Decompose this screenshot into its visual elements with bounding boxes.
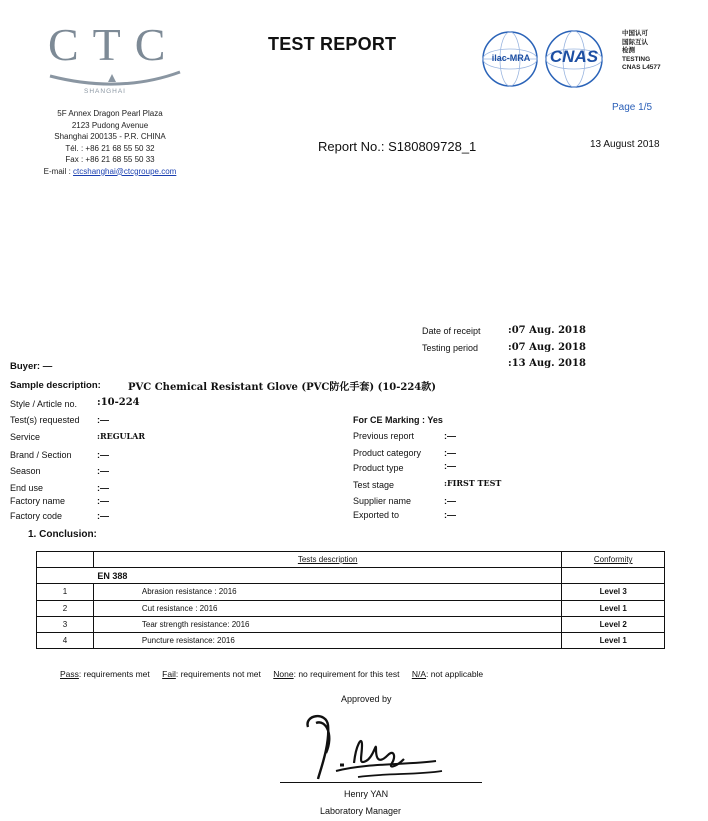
receipt-label: Date of receipt [422, 326, 481, 336]
header-cell-empty [37, 552, 94, 568]
field-label: Service [10, 432, 41, 442]
cnas-accreditation-text [622, 30, 661, 73]
legend-na-key: N/A [411, 669, 426, 679]
legend-none-key: None [273, 669, 294, 679]
address-line: Shanghai 200135 - P.R. CHINA [54, 132, 166, 141]
page-number: Page 1/5 [612, 102, 653, 113]
address-line: Fax : +86 21 68 55 50 33 [65, 155, 155, 164]
testing-label: Testing period [422, 343, 479, 353]
table-row [37, 632, 665, 648]
testing-from: :07 Aug. 2018 [508, 342, 586, 353]
table-row [37, 616, 665, 632]
conclusion-heading: 1. Conclusion: [28, 529, 97, 540]
logo-text: CTC [48, 19, 180, 70]
field-label: Supplier name [353, 496, 412, 506]
ce-marking: For CE Marking : Yes [353, 415, 443, 425]
field-label: Factory name [10, 496, 66, 506]
cnas-line: CNAS L4577 [622, 64, 661, 72]
field-value: :— [444, 461, 456, 471]
buyer-value: — [42, 361, 53, 372]
report-number: Report No.: S180809728_1 [318, 139, 477, 154]
group-label: EN 388 [93, 568, 562, 584]
field-label: Test(s) requested [10, 415, 80, 425]
field-label: Factory code [10, 511, 63, 521]
row-description: Cut resistance : 2016 [93, 600, 562, 616]
page-title: TEST REPORT [268, 34, 397, 54]
accreditation-marks [480, 28, 610, 90]
ctc-logo [40, 19, 190, 100]
field-value: :— [444, 496, 456, 506]
cnas-line: 中国认可 [622, 30, 648, 37]
field-value: :— [97, 415, 109, 425]
field-label: Exported to [353, 510, 400, 520]
row-number: 3 [37, 616, 94, 632]
field-value: :— [444, 448, 456, 458]
legend-pass-key: Pass [60, 669, 79, 679]
approver-role: Laboratory Manager [320, 806, 402, 816]
group-cell-empty [562, 568, 665, 584]
row-conformity: Level 2 [562, 616, 665, 632]
table-row [37, 600, 665, 616]
cnas-line: TESTING [622, 55, 651, 63]
field-value: :FIRST TEST [444, 478, 502, 488]
field-value: :— [97, 466, 109, 476]
legend-none-text: : no requirement for this test [293, 669, 400, 679]
group-cell-empty [37, 568, 94, 584]
address-line: Tél. : +86 21 68 55 50 32 [65, 143, 155, 153]
field-label: Brand / Section [10, 450, 72, 460]
field-value: :— [444, 510, 456, 520]
buyer-row [10, 361, 52, 372]
field-label: Season [10, 466, 41, 476]
field-value: :— [97, 496, 109, 506]
field-label: Product type [353, 463, 404, 473]
field-label: End use [10, 483, 44, 493]
row-conformity: Level 1 [562, 600, 665, 616]
signature-line [280, 782, 482, 783]
receipt-value: :07 Aug. 2018 [508, 325, 586, 336]
signature-icon [296, 705, 446, 785]
report-date: 13 August 2018 [590, 139, 660, 150]
table-row [37, 584, 665, 600]
conformity-header: Conformity [593, 555, 633, 565]
legend-fail-text: : requirements not met [175, 669, 261, 679]
buyer-label: Buyer: [10, 361, 41, 372]
field-value: :— [97, 450, 109, 460]
table-group-row [37, 568, 665, 584]
header-cell-conf [562, 552, 665, 568]
field-value: :— [97, 511, 109, 521]
row-conformity: Level 1 [562, 632, 665, 648]
email-label: E-mail : [43, 166, 71, 176]
tests-description-header: Tests description [297, 555, 358, 565]
row-description: Puncture resistance: 2016 [93, 632, 562, 648]
company-address [0, 108, 220, 177]
field-value: :— [97, 483, 109, 493]
table-header-row [37, 552, 665, 568]
logo-sub: SHANGHAI [84, 88, 126, 95]
sample-label: Sample description: [10, 380, 101, 391]
email-link[interactable]: ctcshanghai@ctcgroupe.com [73, 166, 177, 176]
row-number: 1 [37, 584, 94, 600]
style-label: Style / Article no. [10, 399, 78, 409]
field-label: Test stage [353, 480, 395, 490]
row-number: 4 [37, 632, 94, 648]
approver-name: Henry YAN [344, 789, 389, 799]
approved-by-label: Approved by [341, 694, 392, 704]
style-value: :10-224 [97, 397, 140, 408]
legend [60, 669, 493, 679]
row-description: Abrasion resistance : 2016 [93, 584, 562, 600]
legend-fail-key: Fail [162, 669, 176, 679]
sample-value: PVC Chemical Resistant Glove (PVC防化手套) (10-224款) [128, 382, 436, 393]
field-label: Product category [353, 448, 422, 458]
ilac-label: ilac-MRA [491, 53, 531, 63]
legend-pass-text: : requirements met [78, 669, 150, 679]
conclusion-table [36, 551, 665, 649]
cnas-line: 检测 [622, 47, 635, 55]
address-line: 2123 Pudong Avenue [71, 120, 149, 130]
field-value: :— [444, 431, 456, 441]
cnas-line: 国际互认 [622, 38, 648, 46]
address-line: 5F Annex Dragon Pearl Plaza [57, 109, 163, 118]
testing-to: :13 Aug. 2018 [508, 358, 586, 369]
row-description: Tear strength resistance: 2016 [93, 616, 562, 632]
row-conformity: Level 3 [562, 584, 665, 600]
cnas-label: CNAS [549, 47, 599, 66]
legend-na-text: : not applicable [425, 669, 484, 679]
header-cell-desc [93, 552, 562, 568]
row-number: 2 [37, 600, 94, 616]
field-value: :REGULAR [97, 431, 145, 441]
email-line [0, 166, 220, 178]
field-label: Previous report [353, 431, 415, 441]
